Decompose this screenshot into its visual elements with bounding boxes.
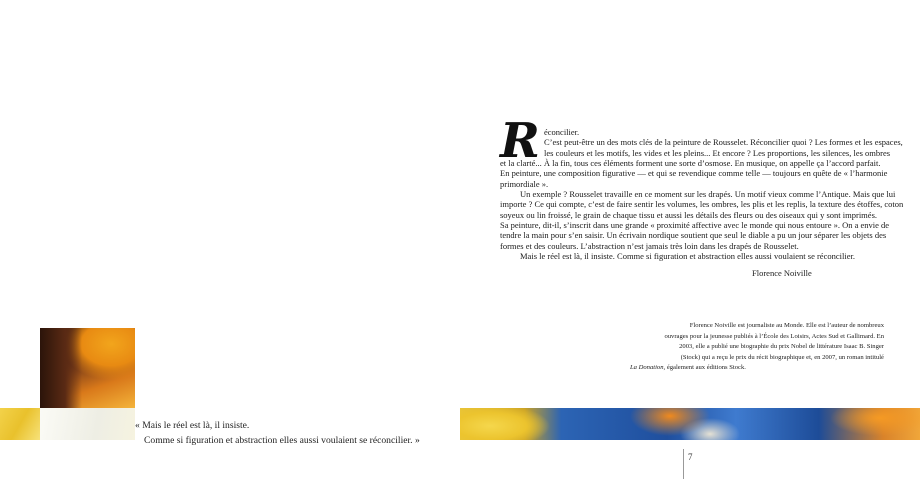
text-line: soyeux ou lin froissé, le grain de chaque tissu et aussi les détails des fleurs ou des oiseaux qui y sont imprimés. xyxy=(500,209,878,220)
text-line: En peinture, une composition figurative — et qui se revendique comme telle — toujours en quête de « l’harmonie xyxy=(500,168,888,179)
text-line: formes et des couleurs. L’abstraction n’est jamais très loin dans les drapés de Rousselet. xyxy=(500,240,799,251)
artwork-strip-yellow xyxy=(0,408,40,440)
artwork-shadow xyxy=(40,328,82,408)
text-line: Mais le réel est là, il insiste. Comme si figuration et abstraction elles aussi voulaient se réconcilier. xyxy=(520,251,855,262)
artwork-strip-drapes xyxy=(460,408,920,440)
novel-title: La Donation xyxy=(630,364,664,371)
text-line: et la clarté... À la fin, tous ces éléments forment une sorte d’osmose. En musique, on appelle ça l’accord parfait. xyxy=(500,158,881,169)
page-number: 7 xyxy=(688,452,693,462)
page-number-rule xyxy=(683,449,684,479)
author-signature: Florence Noiville xyxy=(752,268,812,278)
quote-line: « Mais le réel est là, il insiste. xyxy=(135,420,250,431)
text-line: éconcilier. xyxy=(544,127,580,137)
text-line: Un exemple ? Rousselet travaille en ce moment sur les drapés. Un motif vieux comme l’Antique. Mais que lui xyxy=(520,189,896,200)
bio-line-last xyxy=(622,363,884,374)
text-line: tendre la main pour s’en saisir. Un écrivain nordique soutient que seul le diable a pu un jour séparer les objets des xyxy=(500,230,887,241)
bio-line: Florence Noiville est journaliste au Monde. Elle est l’auteur de nombreux xyxy=(689,322,884,329)
artwork-strip-white xyxy=(40,408,135,440)
essay-text xyxy=(500,127,904,262)
author-bio xyxy=(622,321,884,374)
bio-line: (Stock) qui a reçu le prix du récit biographique et, en 2007, un roman intitulé xyxy=(680,353,884,361)
pull-quote xyxy=(135,418,435,448)
bio-line: 2003, elle a publié une biographie du prix Nobel de littérature Isaac B. Singer xyxy=(679,343,884,350)
quote-line: Comme si figuration et abstraction elles aussi voulaient se réconcilier. » xyxy=(144,435,420,446)
text-line: les couleurs et les motifs, les vides et les pleins... Et encore ? Les proportions, les silences, les ombres xyxy=(544,147,891,158)
text-line: primordiale ». xyxy=(500,178,549,189)
artwork-drape-orange xyxy=(40,328,135,408)
drop-cap: R xyxy=(500,113,540,169)
bio-line: ouvrages pour la jeunesse publiés à l’École des Loisirs, Actes Sud et Gallimard. En xyxy=(664,332,884,340)
text-line: Sa peinture, dit-il, s’inscrit dans une grande « proximité affective avec le monde qui nous entoure ». On a envie de xyxy=(500,220,890,231)
text-line: C’est peut-être un des mots clés de la peinture de Rousselet. Réconcilier quoi ? Les formes et les espaces, xyxy=(544,137,903,148)
bio-line-end: , également aux éditions Stock. xyxy=(663,364,746,371)
text-line: importe ? Ce qui compte, c’est de faire sentir les volumes, les ombres, les plis et les replis, la texture des étoffes, coton xyxy=(500,199,904,210)
